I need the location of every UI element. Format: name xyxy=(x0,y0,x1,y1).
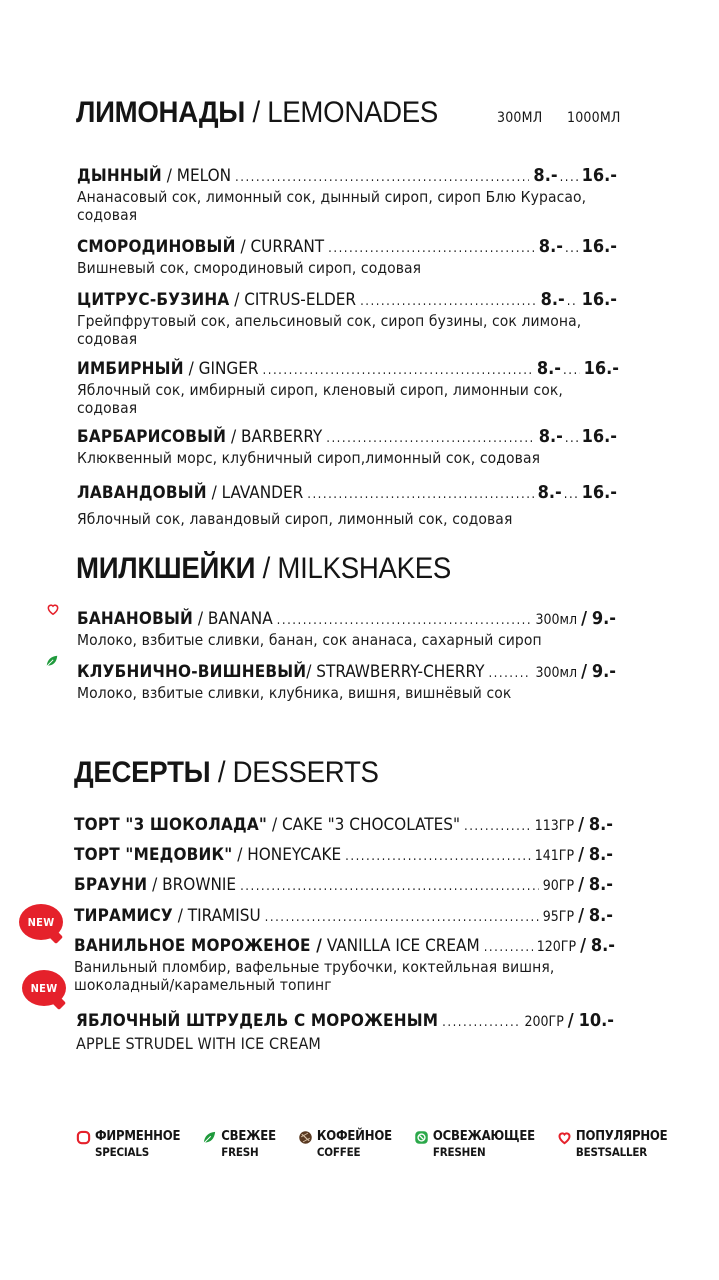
menu-item-banana xyxy=(77,608,616,649)
item-description: Яблочный сок, имбирный сироп, кленовый сироп, лимонныи сок, xyxy=(77,381,563,399)
specials-icon xyxy=(76,1130,91,1145)
legend-label-en: BESTSALLER xyxy=(575,1145,648,1159)
new-badge xyxy=(22,970,66,1006)
item-name-en: / CURRANT xyxy=(240,237,325,257)
item-weight: 141ГР xyxy=(534,848,575,864)
legend-label-ru: ФИРМЕННОЕ xyxy=(95,1129,181,1144)
price-large: 16.- xyxy=(581,482,617,503)
leader-dots xyxy=(240,876,539,897)
legend-label-ru: ОСВЕЖАЮЩЕЕ xyxy=(432,1129,535,1144)
leader-dots xyxy=(235,167,529,188)
item-name-ru: ДЫННЫЙ xyxy=(77,166,162,186)
heart-icon xyxy=(557,1130,572,1145)
price-separator: / xyxy=(581,661,587,682)
legend-label-ru: КОФЕЙНОЕ xyxy=(316,1129,392,1144)
menu-item-barberry xyxy=(77,426,617,467)
menu-item-honeycake xyxy=(74,844,613,867)
price-small: 8.- xyxy=(536,358,562,379)
desserts-title-en: / DESSERTS xyxy=(217,756,379,789)
item-weight: 95ГР xyxy=(542,909,575,925)
menu-item-cake-3-chocolates xyxy=(74,814,613,837)
item-name-ru: ТОРТ "МЕДОВИК" xyxy=(74,845,233,865)
leader-dots xyxy=(360,291,537,312)
item-name-en: / CITRUS-ELDER xyxy=(234,290,357,310)
leader-dots xyxy=(345,846,531,867)
leader-dots xyxy=(326,428,534,449)
price-large: 16.- xyxy=(581,236,617,257)
price: 8.- xyxy=(590,935,615,956)
item-name-en: / BARBERRY xyxy=(230,427,323,447)
price-separator: / xyxy=(578,844,584,865)
leader-dots xyxy=(488,663,531,684)
price-small: 8.- xyxy=(533,165,558,186)
item-name-en: / HONEYCAKE xyxy=(237,845,342,865)
price-separator: / xyxy=(578,874,584,895)
legend-specials xyxy=(76,1128,180,1160)
menu-item-brownie xyxy=(74,874,613,897)
price-small: 8.- xyxy=(538,236,563,257)
leader-dots xyxy=(464,816,531,837)
new-badge-label: NEW xyxy=(27,915,55,929)
legend-coffee xyxy=(298,1128,392,1160)
menu-item-apple-strudel xyxy=(76,1010,614,1053)
leader-dots xyxy=(277,610,532,631)
item-name-ru: ЛАВАНДОВЫЙ xyxy=(77,483,207,503)
item-description-2: содовая xyxy=(77,206,138,224)
item-name-ru: КЛУБНИЧНО-ВИШНЕВЫЙ xyxy=(77,662,307,682)
freshen-icon xyxy=(414,1130,429,1145)
menu-item-tiramisu xyxy=(74,905,613,928)
item-description: APPLE STRUDEL WITH ICE CREAM xyxy=(76,1034,321,1053)
lemonades-title-ru: ЛИМОНАДЫ xyxy=(76,96,246,129)
leader-dots xyxy=(484,937,533,958)
price: 8.- xyxy=(588,905,613,926)
legend-bestseller xyxy=(557,1128,668,1160)
heart-icon xyxy=(46,602,60,616)
item-weight: 200ГР xyxy=(524,1014,564,1030)
legend-label-ru: ПОПУЛЯРНОЕ xyxy=(575,1129,668,1144)
leaf-icon xyxy=(45,654,59,668)
milkshakes-title-ru: МИЛКШЕЙКИ xyxy=(76,552,256,585)
price-large: 16.- xyxy=(581,165,617,186)
item-name-ru: БАРБАРИСОВЫЙ xyxy=(77,427,227,447)
legend-freshen xyxy=(414,1128,535,1160)
menu-item-strawberry-cherry xyxy=(77,661,616,702)
item-name-ru: БАНАНОВЫЙ xyxy=(77,609,194,629)
item-description-2: содовая xyxy=(77,330,138,348)
price-small: 8.- xyxy=(540,289,565,310)
item-description: Молоко, взбитые сливки, банан, сок ананаса, сахарный сироп xyxy=(77,631,542,649)
col-small-header: 300МЛ xyxy=(497,110,543,126)
price: 8.- xyxy=(588,874,613,895)
leader-dots xyxy=(265,907,539,928)
item-description: Ананасовый сок, лимонный сок, дынный сироп, сироп Блю Курасао, xyxy=(77,188,587,206)
menu-item-lavander xyxy=(77,482,617,528)
leader-dots xyxy=(442,1012,520,1033)
menu-item-vanilla-ice-cream xyxy=(74,935,615,994)
item-name-ru: ЯБЛОЧНЫЙ ШТРУДЕЛЬ С МОРОЖЕНЫМ xyxy=(76,1011,439,1031)
item-name-ru: ТОРТ "3 ШОКОЛАДА" xyxy=(74,815,268,835)
legend-label-en: SPECIALS xyxy=(95,1145,149,1159)
legend-label-ru: СВЕЖЕЕ xyxy=(221,1129,276,1144)
desserts-title xyxy=(74,756,379,790)
leaf-icon xyxy=(202,1130,217,1145)
item-volume: 300мл xyxy=(535,612,578,628)
price-large: 16.- xyxy=(583,358,619,379)
item-name-en: / STRAWBERRY-CHERRY xyxy=(306,662,485,682)
price: 10.- xyxy=(578,1010,614,1031)
milkshakes-title-en: / MILKSHAKES xyxy=(262,552,452,585)
legend-label-en: FRESHEN xyxy=(432,1145,486,1159)
item-name-en: / LAVANDER xyxy=(211,483,304,503)
item-name-ru: ЦИТРУС-БУЗИНА xyxy=(77,290,230,310)
price: 8.- xyxy=(588,844,613,865)
item-name-en: / TIRAMISU xyxy=(177,906,261,926)
price-small: 8.- xyxy=(538,426,563,447)
legend-fresh xyxy=(202,1128,276,1160)
price: 9.- xyxy=(591,661,616,682)
price: 8.- xyxy=(588,814,613,835)
price-separator: / xyxy=(580,935,586,956)
item-name-en: / MELON xyxy=(166,166,232,186)
desserts-title-ru: ДЕСЕРТЫ xyxy=(74,756,211,789)
price-separator: / xyxy=(578,814,584,835)
item-name-en: / GINGER xyxy=(188,359,259,379)
price-separator: / xyxy=(581,608,587,629)
coffee-bean-icon xyxy=(298,1130,313,1145)
item-name-en: / CAKE "3 CHOCOLATES" xyxy=(271,815,460,835)
price-separator: / xyxy=(567,1010,574,1031)
menu-item-ginger xyxy=(77,358,619,417)
item-description: Молоко, взбитые сливки, клубника, вишня, вишнёвый сок xyxy=(77,684,512,702)
item-description-2: содовая xyxy=(77,399,138,417)
leader-dots xyxy=(328,238,535,259)
legend-label-en: FRESH xyxy=(221,1145,259,1159)
lemonades-title xyxy=(76,96,438,130)
item-name-en: VANILLA ICE CREAM xyxy=(326,936,480,956)
new-badge xyxy=(19,904,63,940)
col-large-header: 1000МЛ xyxy=(567,110,621,126)
menu-item-currant xyxy=(77,236,617,277)
item-description: Грейпфрутовый сок, апельсиновый сок, сироп бузины, сок лимона, xyxy=(77,312,582,330)
item-name-ru: БРАУНИ xyxy=(74,875,148,895)
item-weight: 113ГР xyxy=(534,818,575,834)
leader-dots xyxy=(307,484,533,505)
item-name-ru: ТИРАМИСУ xyxy=(74,906,173,926)
price-large: 16.- xyxy=(581,289,617,310)
item-volume: 300мл xyxy=(535,665,578,681)
new-badge-label: NEW xyxy=(30,981,58,995)
price-large: 16.- xyxy=(581,426,617,447)
menu-item-citrus-elder xyxy=(77,289,617,348)
legend-label-en: COFFEE xyxy=(316,1145,361,1159)
item-name-ru: ВАНИЛЬНОЕ МОРОЖЕНОЕ / xyxy=(74,936,322,956)
milkshakes-title xyxy=(76,552,451,586)
price-separator: / xyxy=(578,905,584,926)
icon-legend xyxy=(76,1128,667,1160)
leader-dots xyxy=(263,360,533,381)
item-description: Яблочный сок, лавандовый сироп, лимонный сок, содовая xyxy=(77,510,513,528)
item-name-ru: ИМБИРНЫЙ xyxy=(77,359,184,379)
item-weight: 120ГР xyxy=(536,939,577,955)
menu-item-melon xyxy=(77,165,617,224)
lemonades-title-en: / LEMONADES xyxy=(252,96,439,129)
item-name-en: / BROWNIE xyxy=(152,875,237,895)
item-weight: 90ГР xyxy=(542,878,575,894)
item-description: Вишневый сок, смородиновый сироп, содовая xyxy=(77,259,422,277)
item-description: Клюквенный морс, клубничный сироп,лимонный сок, содовая xyxy=(77,449,541,467)
item-description: Ванильный пломбир, вафельные трубочки, коктейльная вишня, xyxy=(74,958,555,976)
item-name-ru: СМОРОДИНОВЫЙ xyxy=(77,237,236,257)
item-name-en: / BANANA xyxy=(197,609,273,629)
item-description-2: шоколадный/карамельный топинг xyxy=(74,976,332,994)
price-small: 8.- xyxy=(537,482,562,503)
price: 9.- xyxy=(591,608,616,629)
